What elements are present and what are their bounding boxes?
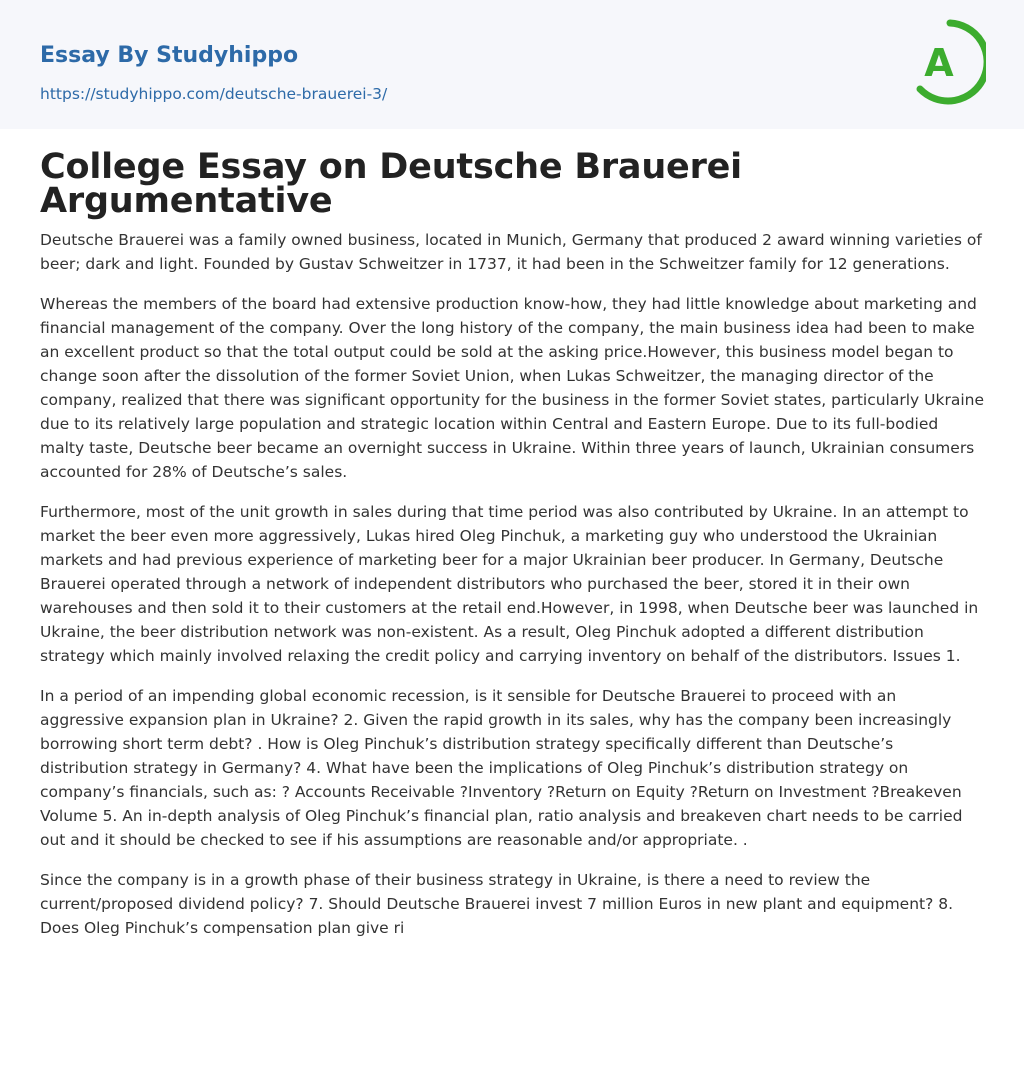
essay-paragraph: Since the company is in a growth phase of their business strategy in Ukraine, is there a need to review the current/proposed dividend policy? 7. Should Deutsche Brauerei invest 7 million Euros in new plant and equipment? 8. Does Oleg Pinchuk’s compensation plan give ri: [40, 871, 954, 937]
studyhippo-logo-icon[interactable]: [914, 19, 986, 105]
logo-letter: A: [924, 41, 954, 85]
page-title: College Essay on Deutsche Brauerei Argumentative: [40, 147, 742, 221]
essay-paragraph: Furthermore, most of the unit growth in sales during that time period was also contributed by Ukraine. In an attempt to market the beer even more aggressively, Lukas hired Oleg Pinchuk, a marketing guy who understood the Ukrainian markets and had previous experience of marketing beer for a major Ukrainian beer producer. In Germany, Deutsche Brauerei operated through a network of independent distributors who purchased the beer, stored it in their own warehouses and then sold it to their customers at the retail end.However, in 1998, when Deutsche beer was launched in Ukraine, the beer distribution network was non-existent. As a result, Oleg Pinchuk adopted a different distribution strategy which mainly involved relaxing the credit policy and carrying inventory on behalf of the distributors. Issues 1.: [40, 503, 979, 665]
essay-paragraph: Whereas the members of the board had extensive production know-how, they had little knowledge about marketing and financial management of the company. Over the long history of the company, the main business idea had been to make an excellent product so that the total output could be sold at the asking price.However, this business model began to change soon after the dissolution of the former Soviet Union, when Lukas Schweitzer, the managing director of the company, realized that there was significant opportunity for the business in the former Soviet states, particularly Ukraine due to its relatively large population and strategic location within Central and Eastern Europe. Due to its full-bodied malty taste, Deutsche beer became an overnight success in Ukraine. Within three years of launch, Ukrainian consumers accounted for 28% of Deutsche’s sales.: [40, 295, 985, 481]
essay-url-link[interactable]: https://studyhippo.com/deutsche-brauerei-3/: [40, 85, 388, 103]
site-header: [0, 0, 1024, 129]
site-brand[interactable]: Essay By Studyhippo: [40, 43, 299, 68]
essay-paragraph: In a period of an impending global economic recession, is it sensible for Deutsche Brauerei to proceed with an aggressive expansion plan in Ukraine? 2. Given the rapid growth in its sales, why has the company been increasingly borrowing short term debt? . How is Oleg Pinchuk’s distribution strategy specifically different than Deutsche’s distribution strategy in Germany? 4. What have been the implications of Oleg Pinchuk’s distribution strategy on company’s financials, such as: ? Accounts Receivable ?Inventory ?Return on Equity ?Return on Investment ?Breakeven Volume 5. An in-depth analysis of Oleg Pinchuk’s financial plan, ratio analysis and breakeven chart needs to be carried out and it should be checked to see if his assumptions are reasonable and/or appropriate. .: [40, 687, 963, 849]
essay-content: [0, 147, 1024, 940]
essay-paragraph: Deutsche Brauerei was a family owned business, located in Munich, Germany that produced 2 award winning varieties of beer; dark and light. Founded by Gustav Schweitzer in 1737, it had been in the Schweitzer family for 12 generations.: [40, 231, 982, 273]
